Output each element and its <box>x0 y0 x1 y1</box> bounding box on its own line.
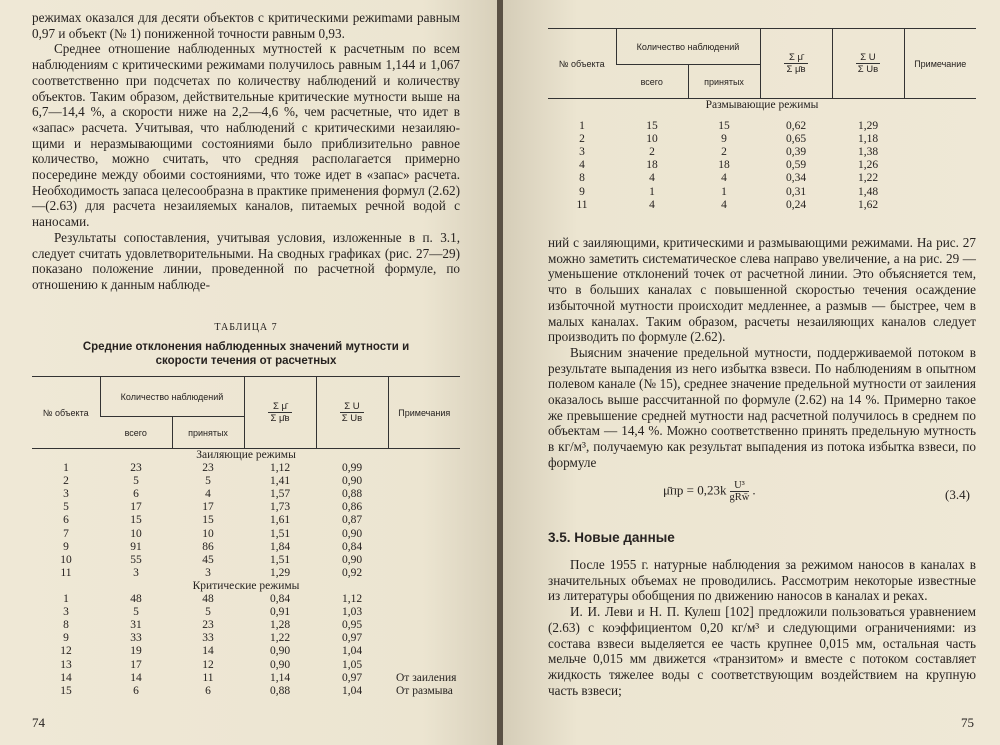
header-accepted: принятых <box>172 417 244 449</box>
table-cell: 2 <box>579 133 585 146</box>
table-cell: 0,97 <box>341 671 363 684</box>
table-cell: 0,88 <box>341 488 363 501</box>
table-cell: 19 <box>130 645 142 658</box>
header-total: всего <box>100 417 172 449</box>
table-cell: 0,59 <box>785 159 807 172</box>
table-cell: 1,22 <box>269 632 291 645</box>
table-cell <box>904 133 976 146</box>
table-cell: 15 <box>646 120 658 133</box>
table-cell: 9 <box>579 185 585 198</box>
table-row <box>32 501 460 514</box>
table-cell <box>388 514 460 527</box>
table-cell: 5 <box>63 501 69 514</box>
header-mu-ratio: $\frac{\text{Σ μ̄}}{\text{Σ μ̄в}}$ <box>244 377 316 449</box>
paragraph: После 1955 г. натурные наблюдения за режимом наносов в каналах в значительных объемах не проводились. Рассмотрим некоторые известные из литературы обобщения по движению наносов в каналах и реках. <box>548 557 976 604</box>
table-cell: 4 <box>649 198 655 211</box>
table-row <box>32 593 460 606</box>
table-cell <box>388 645 460 658</box>
table-cell: 2 <box>721 146 727 159</box>
table-cell <box>904 186 976 199</box>
formula-3-4 <box>663 480 756 503</box>
header-notes: Примечания <box>388 377 460 449</box>
table-row <box>548 186 976 199</box>
table-cell: 4 <box>205 488 211 501</box>
table-cell: 15 <box>130 514 142 527</box>
table-row <box>32 606 460 619</box>
table-7-block <box>32 322 460 698</box>
table-cell: 48 <box>130 593 142 606</box>
equation-number: (3.4) <box>945 487 970 502</box>
table-cell: 0,90 <box>341 475 363 488</box>
table-cell: 23 <box>202 462 214 475</box>
table-cell: 1,62 <box>857 198 879 211</box>
header-total: всего <box>616 65 688 99</box>
table-cell: 11 <box>60 566 72 579</box>
table-cell <box>388 659 460 672</box>
table-cell: 0,86 <box>341 501 363 514</box>
table-cell: 2 <box>649 146 655 159</box>
table-cell: 55 <box>130 553 142 566</box>
table-cell: 0,97 <box>341 632 363 645</box>
table-cell: 1,14 <box>269 671 291 684</box>
section-heading: 3.5. Новые данные <box>548 530 675 545</box>
table-cell: 10 <box>130 527 142 540</box>
table-cell <box>904 120 976 133</box>
table-cell: 5 <box>205 606 211 619</box>
table-cell: 3 <box>579 146 585 159</box>
table-cell: 91 <box>130 540 142 553</box>
table-cell <box>904 146 976 159</box>
paragraph: режимах оказался для десяти объектов с критическими режиmами равным 0,97 и объект (№ 1) пониженной точности равным 0,93. <box>32 10 460 41</box>
table-cell: 14 <box>130 671 142 684</box>
table-cell: 0,99 <box>341 462 363 475</box>
table-cell: 18 <box>718 159 730 172</box>
table-cell: 1,05 <box>341 658 363 671</box>
table-row <box>548 120 976 133</box>
table-cell: 10 <box>646 133 658 146</box>
table-cell <box>388 501 460 514</box>
table-cell: 0,88 <box>269 684 291 697</box>
table-cell: 1,73 <box>269 501 291 514</box>
table-cell: 10 <box>60 553 72 566</box>
table-cell: 4 <box>579 159 585 172</box>
table-cell: 0,92 <box>341 566 363 579</box>
table-cell: 4 <box>649 172 655 185</box>
table-cell: 15 <box>718 120 730 133</box>
table-cell: 0,91 <box>269 606 291 619</box>
table-cell: 8 <box>63 619 69 632</box>
right-text-block-bottom <box>548 557 976 698</box>
table-cell: 0,62 <box>785 120 807 133</box>
table-cell: 33 <box>130 632 142 645</box>
table-cell: 15 <box>60 684 72 697</box>
table-cell: 11 <box>576 198 588 211</box>
paragraph: Выясним значение предельной мутности, поддерживаемой потоком в результате выпадения из него избытка взвеси. По наблюдениям в опытном полевом канале (№ 15), среднее значение предельной мутности от заиления оказалось выше рассчитанной по формуле (2.62) на 14 %. Примерно такое же превышение средней мутности над расчетной получилось в среднем по объектам — 14,4 %. Можно соответственно принять предельную мутность в кг/м³, получаемую как результат выпадения из потока избытка взвеси, по формуле <box>548 344 976 470</box>
table-cell: 17 <box>202 501 214 514</box>
header-object: № объекта <box>548 29 616 99</box>
table-cell: 12 <box>60 645 72 658</box>
table-cell <box>388 528 460 541</box>
table-cell: 0,84 <box>341 540 363 553</box>
table-cell: 1,12 <box>341 593 363 606</box>
table-cell: 11 <box>202 671 214 684</box>
table-cell: 3 <box>63 488 69 501</box>
table-cell: 1 <box>649 185 655 198</box>
table-cell: 1,18 <box>857 133 879 146</box>
table-cell <box>388 488 460 501</box>
table-cell: 9 <box>63 632 69 645</box>
table-cell: 0,34 <box>785 172 807 185</box>
table-cell: 33 <box>202 632 214 645</box>
table-cell: 45 <box>202 553 214 566</box>
table-cell: 17 <box>130 658 142 671</box>
table-cell: 23 <box>202 619 214 632</box>
section-title: Критические режимы <box>192 579 300 592</box>
spacer-row <box>548 112 976 120</box>
table-cell: 1,51 <box>269 527 291 540</box>
table-row <box>32 672 460 685</box>
section-row <box>32 580 460 593</box>
table-cell: 1,51 <box>269 553 291 566</box>
table-row <box>548 133 976 146</box>
paragraph: Результаты сопоставления, учитывая условия, изложенные в п. 3.1, следует считать удовлетворительными. На сводных графиках (рис. 27—29) показано положение линии, проведенной по расчетной формуле, по отношению к данным наблюде- <box>32 229 460 292</box>
section-title: Размывающие режимы <box>705 99 819 111</box>
table-cell <box>388 567 460 580</box>
section-title: Заиляющие режимы <box>196 449 296 461</box>
table-cell: 2 <box>63 475 69 488</box>
table-7-continued <box>548 28 976 212</box>
table-cell: 1,57 <box>269 488 291 501</box>
table-row <box>32 554 460 567</box>
header-u-ratio: $\frac{\text{Σ U}}{\text{Σ Uв}}$ <box>316 377 388 449</box>
table-cell: 10 <box>202 527 214 540</box>
table-cell <box>904 199 976 212</box>
header-count: Количество наблюдений <box>100 377 244 417</box>
table-cell: 1,22 <box>857 172 879 185</box>
table-row <box>32 645 460 658</box>
table-row <box>32 514 460 527</box>
table-cell: 1 <box>721 185 727 198</box>
table-cell: 0,31 <box>785 185 807 198</box>
table-row <box>548 199 976 212</box>
table-cell: 1,48 <box>857 185 879 198</box>
table-cell: 0,87 <box>341 514 363 527</box>
table-cell: 1,03 <box>341 606 363 619</box>
table-cell: 0,90 <box>269 645 291 658</box>
table-cell: 17 <box>130 501 142 514</box>
table-cell: 1 <box>63 462 69 475</box>
table-cell: 0,90 <box>341 527 363 540</box>
page-number: 75 <box>961 715 974 730</box>
table-cell: 1,29 <box>857 120 879 133</box>
table-cell: 23 <box>130 462 142 475</box>
table-cell: 9 <box>63 540 69 553</box>
left-text-block <box>32 10 460 293</box>
table-cell <box>904 159 976 172</box>
header-mu-ratio: $\frac{\text{Σ μ̄}}{\text{Σ μ̄в}}$ <box>760 29 832 99</box>
table-row <box>32 462 460 475</box>
table-cell: 31 <box>130 619 142 632</box>
table-cell: 4 <box>721 172 727 185</box>
table-cell: 5 <box>133 475 139 488</box>
table-cell <box>388 593 460 606</box>
right-text-block-top <box>548 235 976 471</box>
table-cell <box>388 619 460 632</box>
table-cell: 0,95 <box>341 619 363 632</box>
table-cell: 1 <box>579 120 585 133</box>
table-cell: 0,39 <box>785 146 807 159</box>
table-cell: 1,04 <box>341 684 363 697</box>
table-row <box>32 685 460 698</box>
table-cell: 1 <box>63 593 69 606</box>
table-row <box>32 475 460 488</box>
table-cell: 7 <box>63 527 69 540</box>
table-cell: 8 <box>579 172 585 185</box>
paragraph: Среднее отношение наблюденных мутностей к расчетным по всем наблюдениям с критическими режимами получилось равным 1,144 и 1,067 соответственно при подсчетах по количеству наблюдений и количеству объектов. Таким образом, действительные критические мутности выше на 6,7—14,4 %, а скорости ниже на 2,2—4,6 %, чем расчетные, что идет в «запас» расчета. Учитывая, что наблюдений с критическими незаиляющими и неразмывающими состояниями было приблизительно равное количество, можно считать, что средняя располагается примерно посередине между обоими состояниями, что тоже идет в «запас» расчета. Необходимость запаса целесообразна в практике применения формул (2.62)—(2.63) для расчета незаиляемых каналов, питаемых речной водой с наносами. <box>32 41 460 230</box>
table-cell: 0,24 <box>785 198 807 211</box>
table-cell: 6 <box>133 684 139 697</box>
table-row <box>32 567 460 580</box>
table-row <box>548 159 976 172</box>
table-row <box>32 632 460 645</box>
table-cell <box>388 606 460 619</box>
table-cell: 12 <box>202 658 214 671</box>
table-cell: 3 <box>63 606 69 619</box>
table-row <box>32 528 460 541</box>
table-cell: 48 <box>202 593 214 606</box>
table-cell: 1,41 <box>269 475 291 488</box>
table-caption: ТАБЛИЦА 7 <box>214 322 278 333</box>
paragraph: И. И. Леви и Н. П. Кулеш [102] предложили пользоваться уравнением (2.63) с коэффициентом 0,20 кг/м³ и следующими ограничениями: из состава взвеси выделяется ее часть крупнее 0,015 мм, остальная часть мельче 0,015 мм движется «транзитом» и вместе с потоком составляет жидкость тяжелее воды с соответствующим воздействием на крупную часть взвеси; <box>548 604 976 698</box>
table-cell: 4 <box>721 198 727 211</box>
header-count: Количество наблюдений <box>616 29 760 65</box>
table-row <box>32 541 460 554</box>
table-cell: 0,90 <box>269 658 291 671</box>
table-cell <box>388 462 460 475</box>
left-page <box>0 0 497 745</box>
table-cell: 1,29 <box>269 566 291 579</box>
table-cell <box>388 554 460 567</box>
table-continued-block <box>548 28 976 212</box>
section-row <box>548 99 976 113</box>
table-row <box>32 619 460 632</box>
header-object: № объекта <box>32 377 100 449</box>
table-cell: 1,61 <box>269 514 291 527</box>
table-cell: 3 <box>133 566 139 579</box>
table-cell <box>388 541 460 554</box>
table-cell: 1,04 <box>341 645 363 658</box>
table-cell: 5 <box>133 606 139 619</box>
header-accepted: принятых <box>688 65 760 99</box>
table-cell: 18 <box>646 159 658 172</box>
table-cell: 1,12 <box>269 462 291 475</box>
table-cell: 6 <box>205 684 211 697</box>
formula-fraction: U³ gRw̄ <box>729 480 750 503</box>
table-cell: 3 <box>205 566 211 579</box>
table-cell <box>388 475 460 488</box>
section-row <box>32 449 460 463</box>
table-cell: 14 <box>202 645 214 658</box>
paragraph: ний с заиляющими, критическими и размывающими режимами. На рис. 27 можно заметить систематическое слева направо увеличение, а на рис. 29 — уменьшение отклонений точек от расчетной линии. Это объясняется тем, что в больших каналах с повышенной скоростью течения осаждение избыточной мутности происходит медленнее, а размыв — быстрее, чем в малых каналах. Таким образом, расчеты незаиляющих каналов следует производить по формуле (2.62). <box>548 235 976 345</box>
table-row <box>32 488 460 501</box>
table-title: Средние отклонения наблюденных значений мутности и скорости течения от расчетных <box>82 341 410 367</box>
page-number: 74 <box>32 715 45 730</box>
table-cell: 9 <box>721 133 727 146</box>
table-cell: От размыва <box>396 684 453 697</box>
formula-lhs: μ̄пр = 0,23k <box>663 482 727 498</box>
table-cell: От заиления <box>396 671 457 684</box>
table-cell <box>388 632 460 645</box>
table-cell: 1,26 <box>857 159 879 172</box>
table-cell: 14 <box>60 671 72 684</box>
table-cell: 86 <box>202 540 214 553</box>
table-cell: 15 <box>202 514 214 527</box>
table-row <box>548 146 976 159</box>
table-row <box>548 172 976 185</box>
table-cell: 0,65 <box>785 133 807 146</box>
table-cell: 6 <box>133 488 139 501</box>
table-cell: 1,28 <box>269 619 291 632</box>
header-notes: Примечание <box>904 29 976 99</box>
table-cell: 1,38 <box>857 146 879 159</box>
table-7 <box>32 376 460 698</box>
header-u-ratio: $\frac{\text{Σ U}}{\text{Σ Uв}}$ <box>832 29 904 99</box>
table-cell: 6 <box>63 514 69 527</box>
table-cell: 0,84 <box>269 593 291 606</box>
table-row <box>32 659 460 672</box>
table-cell: 0,90 <box>341 553 363 566</box>
right-page <box>503 0 1000 745</box>
table-cell: 5 <box>205 475 211 488</box>
table-cell: 1,84 <box>269 540 291 553</box>
table-cell <box>904 172 976 185</box>
formula-tail: . <box>752 482 756 498</box>
table-cell: 13 <box>60 658 72 671</box>
